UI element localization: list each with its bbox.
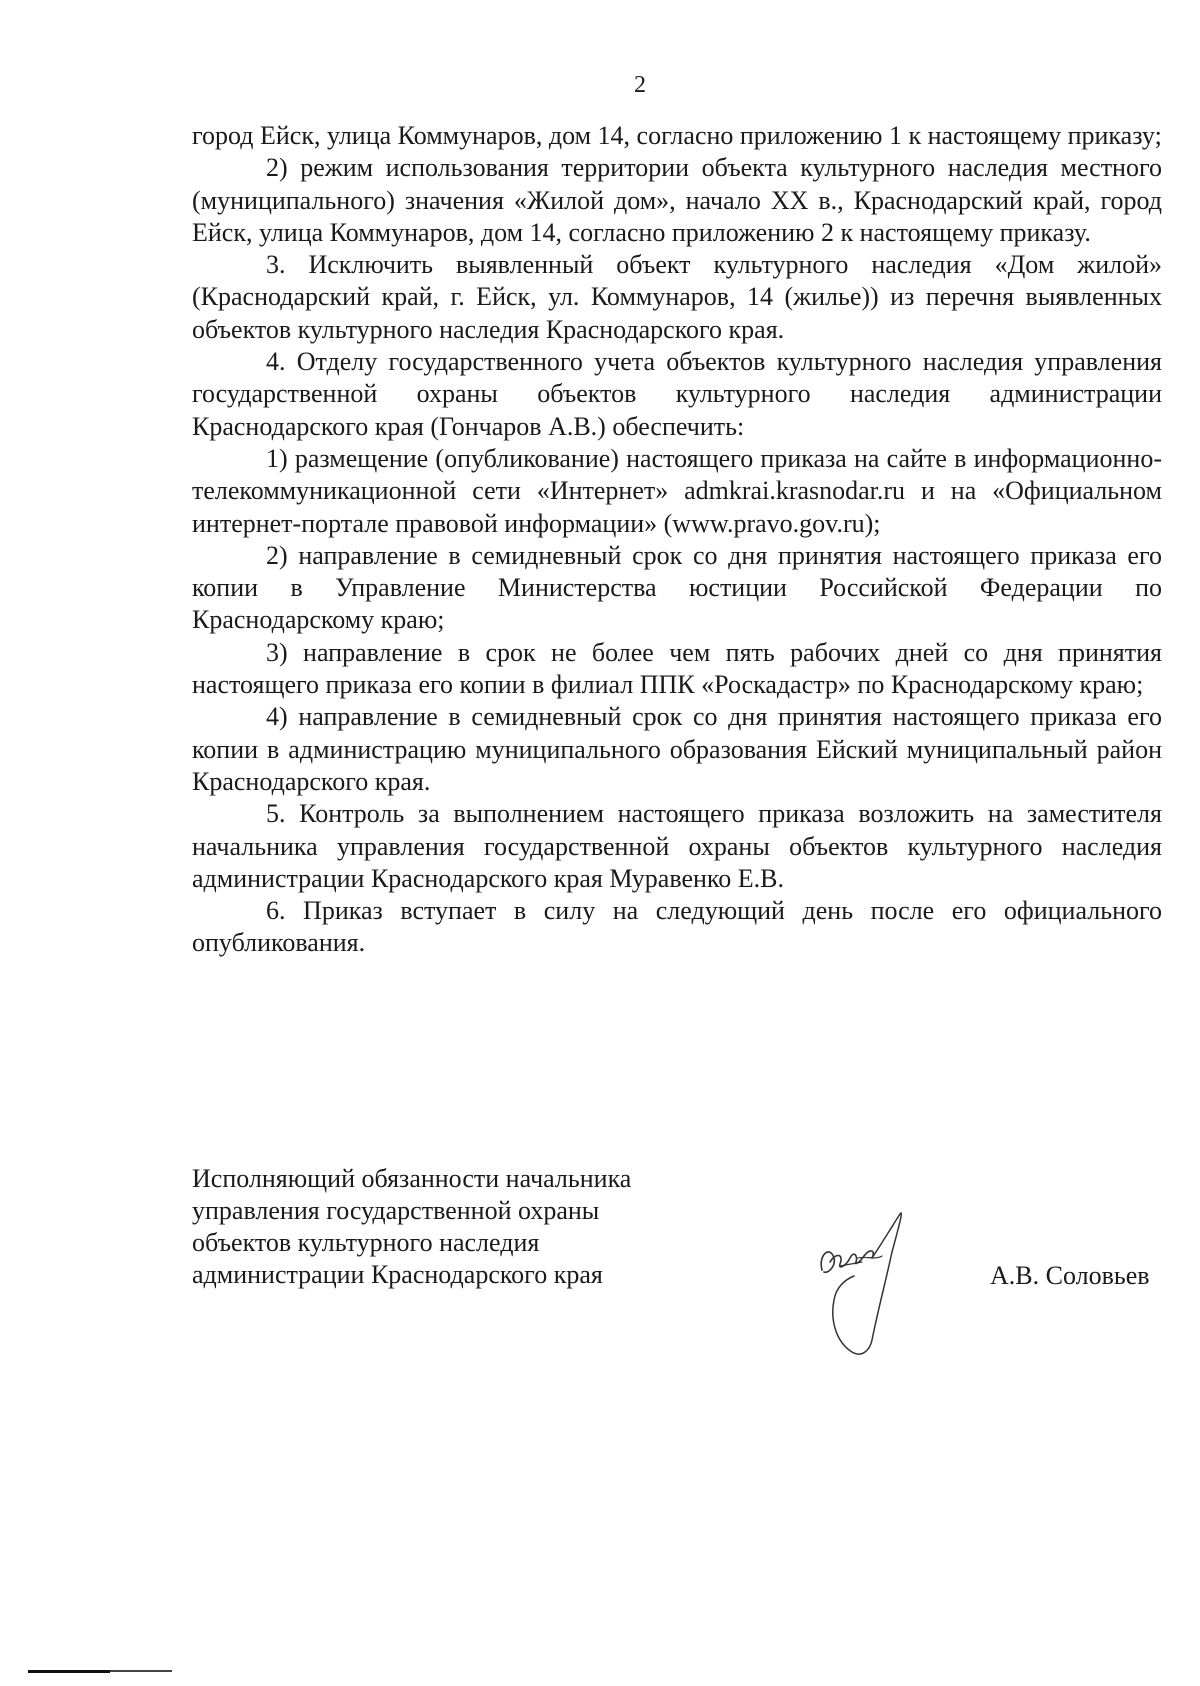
paragraph: 1) размещение (опубликование) настоящего приказа на сайте в информационно-телекоммуникационной сети «Интернет» admkrai.krasnodar.ru и на «Официальном интернет-портале правовой информации» (www.pravo.gov.ru); [192,443,1162,538]
signatory-name: А.В. Соловьев [990,1261,1150,1290]
document-body [192,120,1162,960]
paragraph: 4) направление в семидневный срок со дня принятия настоящего приказа его копии в администрацию муниципального образования Ейский муниципальный район Краснодарского края. [192,702,1162,796]
paragraph: 5. Контроль за выполнением настоящего приказа возложить на заместителя начальника управления государственной охраны объектов культурного наследия администрации Краснодарского края Муравенко Е.В. [192,799,1162,893]
signatory-position [192,1163,631,1291]
paragraph: 2) направление в семидневный срок со дня принятия настоящего приказа его копии в Управление Министерства юстиции Российской Федерации по Краснодарскому краю; [192,540,1162,635]
paragraph: 6. Приказ вступает в силу на следующий день после его официального опубликования. [192,896,1162,958]
paragraph: 4. Отделу государственного учета объектов культурного наследия управления государственной охраны объектов культурного наследия администрации Краснодарского края (Гончаров А.В.) обеспечить: [192,347,1162,441]
page-number: 2 [634,72,646,98]
handwritten-signature [800,1200,930,1360]
paragraph: 2) режим использования территории объекта культурного наследия местного (муниципального) значения «Жилой дом», начало XX в., Краснодарский край, город Ейск, улица Коммунаров, дом 14, согласно приложению 2 к настоящему приказу. [192,153,1162,247]
footer-rule-accent [28,1670,110,1673]
paragraph: 3) направление в срок не более чем пять рабочих дней со дня принятия настоящего приказа его копии в филиал ППК «Роскадастр» по Краснодарскому краю; [192,637,1162,700]
signatory-position-line: администрации Краснодарского края [192,1260,603,1289]
paragraph: город Ейск, улица Коммунаров, дом 14, согласно приложению 1 к настоящему приказу; [192,121,1162,150]
signatory-position-line: Исполняющий обязанности начальника [192,1164,632,1193]
paragraph: 3. Исключить выявленный объект культурного наследия «Дом жилой» (Краснодарский край, г. Ейск, ул. Коммунаров, 14 (жилье)) из перечня выявленных объектов культурного наследия Краснодарского края. [192,250,1162,344]
signatory-position-line: управления государственной охраны [192,1196,600,1225]
signatory-position-line: объектов культурного наследия [192,1228,540,1257]
